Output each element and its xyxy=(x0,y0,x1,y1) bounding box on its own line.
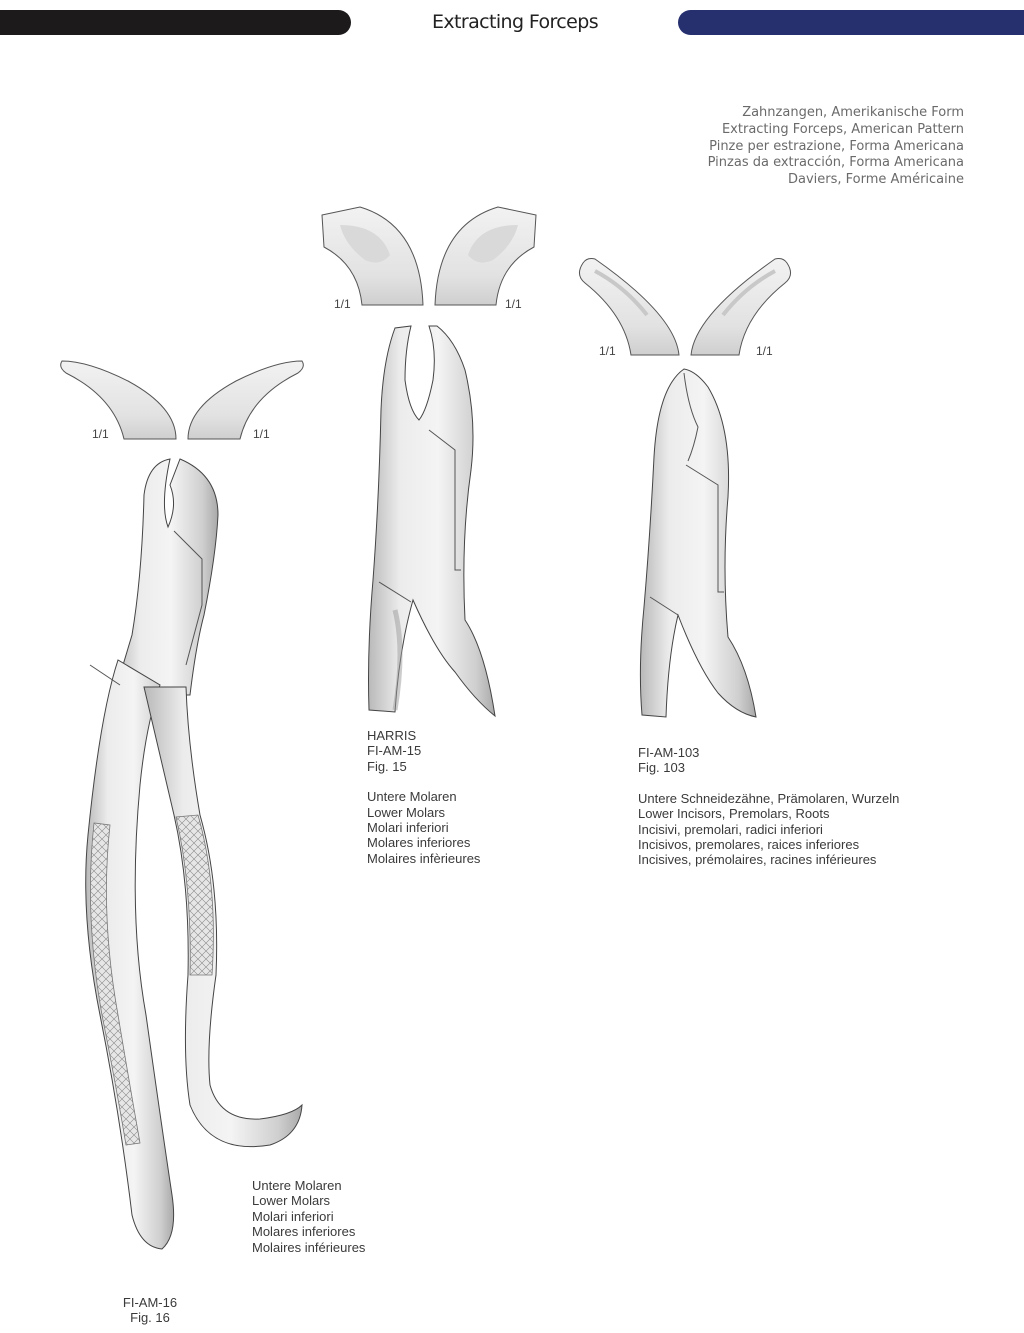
subtitle-block xyxy=(708,105,964,189)
product-code: FI-AM-16 xyxy=(122,1295,178,1310)
page-title: Extracting Forceps xyxy=(431,11,599,33)
product-caption xyxy=(638,745,899,868)
product-name: HARRIS xyxy=(367,728,417,743)
scale-label: 1/1 xyxy=(599,344,616,358)
description-line: Molaires infèrieures xyxy=(367,850,481,866)
description-line: Molari inferiori xyxy=(252,1208,334,1224)
description-line: Incisives, prémolaires, racines inférieures xyxy=(638,852,877,868)
beak-detail-illustration xyxy=(575,255,795,357)
beak-detail-illustration xyxy=(320,205,540,310)
description-line: Molares inferiores xyxy=(252,1224,356,1240)
subtitle-line: Pinzas da extracción, Forma Americana xyxy=(707,155,964,171)
subtitle-line: Pinze per estrazione, Forma Americana xyxy=(709,138,964,154)
figure-label: Fig. 103 xyxy=(638,760,685,776)
product-caption xyxy=(367,728,480,866)
description-line: Untere Molaren xyxy=(367,789,457,805)
scale-label: 1/1 xyxy=(253,427,270,441)
description-line: Untere Schneidezähne, Prämolaren, Wurzeln xyxy=(638,790,900,806)
subtitle-line: Extracting Forceps, American Pattern xyxy=(721,121,964,137)
subtitle-line: Daviers, Forme Américaine xyxy=(787,172,964,188)
description-line: Lower Incisors, Premolars, Roots xyxy=(638,806,830,822)
header-bar-right xyxy=(678,10,1024,35)
scale-label: 1/1 xyxy=(334,297,351,311)
product-code-block xyxy=(100,1295,200,1326)
scale-label: 1/1 xyxy=(92,427,109,441)
subtitle-line: Zahnzangen, Amerikanische Form xyxy=(742,105,964,120)
description-line: Lower Molars xyxy=(367,804,446,820)
description-line: Molaires inférieures xyxy=(252,1239,366,1255)
figure-label: Fig. 15 xyxy=(367,758,407,774)
description-line: Untere Molaren xyxy=(252,1178,342,1193)
forceps-illustration xyxy=(70,455,310,1255)
forceps-illustration xyxy=(365,320,505,720)
description-line: Molares inferiores xyxy=(367,835,471,851)
figure-label: Fig. 16 xyxy=(130,1310,170,1326)
description-line: Incisivos, premolares, raices inferiores xyxy=(638,837,860,853)
description-line: Incisivi, premolari, radici inferiori xyxy=(638,821,823,837)
header-bar-left xyxy=(0,10,351,35)
forceps-illustration xyxy=(638,367,758,719)
scale-label: 1/1 xyxy=(505,297,522,311)
description-line: Lower Molars xyxy=(252,1193,331,1209)
product-code: FI-AM-15 xyxy=(367,743,422,759)
product-caption xyxy=(252,1178,365,1255)
scale-label: 1/1 xyxy=(756,344,773,358)
product-code: FI-AM-103 xyxy=(638,745,700,760)
description-line: Molari inferiori xyxy=(367,820,449,836)
